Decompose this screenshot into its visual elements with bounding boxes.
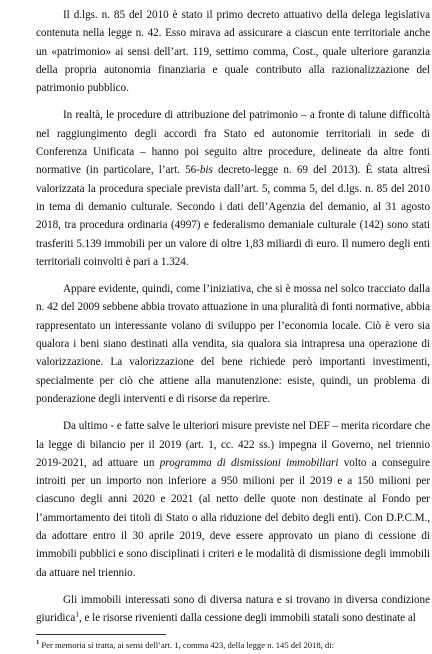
footnote	[36, 640, 430, 651]
paragraph-3	[36, 280, 430, 408]
paragraph-1	[36, 6, 430, 97]
footnote-text: Per memoria si tratta, ai sensi dell’art. 1, comma 423, della legge n. 145 del 2018, di:	[41, 640, 334, 650]
paragraph-4-text-end: volto a conseguire introiti per un importo non inferiore a 950 milioni per il 2019 e a 150 milioni per ciascuno degli anni 2020 e 2021 (al netto delle quote non destinate al Fondo per l’ammortamento dei titoli di Stato o alla riduzione del debito degli enti). Con D.P.C.M., da adottare entro il 30 aprile 2019, deve essere approvato un piano di cessione di immobili pubblici e sono disciplinati i criteri e le modalità di dismissione degli immobili da attuare nel triennio.	[36, 456, 431, 579]
paragraph-4-italic: programma di dismissioni immobiliari	[159, 456, 339, 469]
document-page	[36, 6, 430, 637]
paragraph-2-italic: bis	[199, 164, 213, 177]
footnote-number: 1	[36, 639, 40, 647]
paragraph-2-text-start: In realtà, le procedure di attribuzione del patrimonio – a fronte di talune difficoltà nel raggiungimento degli accordi fra Stato ed autonomie territoriali in sede di Conferenza Unificata – hanno poi seguito altre procedure, delineate da altre fonti normative (in particolare, l’art. 56-	[36, 109, 430, 177]
paragraph-3-text: Appare evidente, quindi, come l’iniziativa, che si è mossa nel solco tracciato dalla n. 42 del 2009 sebbene abbia trovato attuazione in una pluralità di fonti normative, abbia rappresentato un interessante volano di sviluppo per l’economia locale. Ciò è vero sia qualora i beni siano destinati alla vendita, sia qualora sia intrapresa una operazione di valorizzazione. La valorizzazione del bene richiede però importanti investimenti, specialmente per ciò che attiene alla manutenzione: esiste, quindi, un problema di ponderazione degli interventi e di risorse da reperire.	[36, 283, 430, 405]
paragraph-4	[36, 417, 430, 582]
paragraph-4-text-start: Da ultimo - e fatte salve le ulteriori misure previste nel DEF – merita ricordare che la legge di bilancio per il 2019 (art. 1, cc. 422 ss.) impegna il Governo, nel triennio 2019-2021, ad attuare un	[36, 420, 430, 469]
paragraph-1-text: Il d.lgs. n. 85 del 2010 è stato il primo decreto attuativo della delega legislativa contenuta nella legge n. 42. Esso mirava ad assicurare a ciascun ente territoriale anche un «patrimonio» ai sensi dell’art. 119, settimo comma, Cost., quale ulteriore garanzia della propria autonomia finanziaria e quale contributo alla razionalizzazione del patrimonio pubblico.	[36, 9, 430, 95]
footnote-reference[interactable]: 1	[75, 609, 80, 619]
paragraph-2-text-end: decreto-legge n. 69 del 2013). È stata altresì valorizzata la procedura speciale prevista dall’art. 5, comma 5, del d.lgs. n. 85 del 2010 in tema di demanio culturale. Secondo i dati dell’Agenzia del demanio, al 31 agosto 2018, tra procedura ordinaria (4997) e federalismo demaniale culturale (142) sono stati trasferiti 5.139 immobili per un valore di oltre 1,83 miliardi di euro. Il numero degli enti territoriali coinvolti è pari a 1.324.	[36, 164, 430, 268]
footnote-separator	[36, 634, 166, 635]
paragraph-5-text-end: , e le risorse rivenienti dalla cessione degli immobili statali sono destinate al	[79, 612, 416, 625]
paragraph-5-text-start: Gli immobili interessati sono di diversa natura e si trovano in diversa condizione giuridica	[36, 593, 430, 625]
paragraph-5	[36, 591, 430, 628]
paragraph-2	[36, 106, 430, 271]
